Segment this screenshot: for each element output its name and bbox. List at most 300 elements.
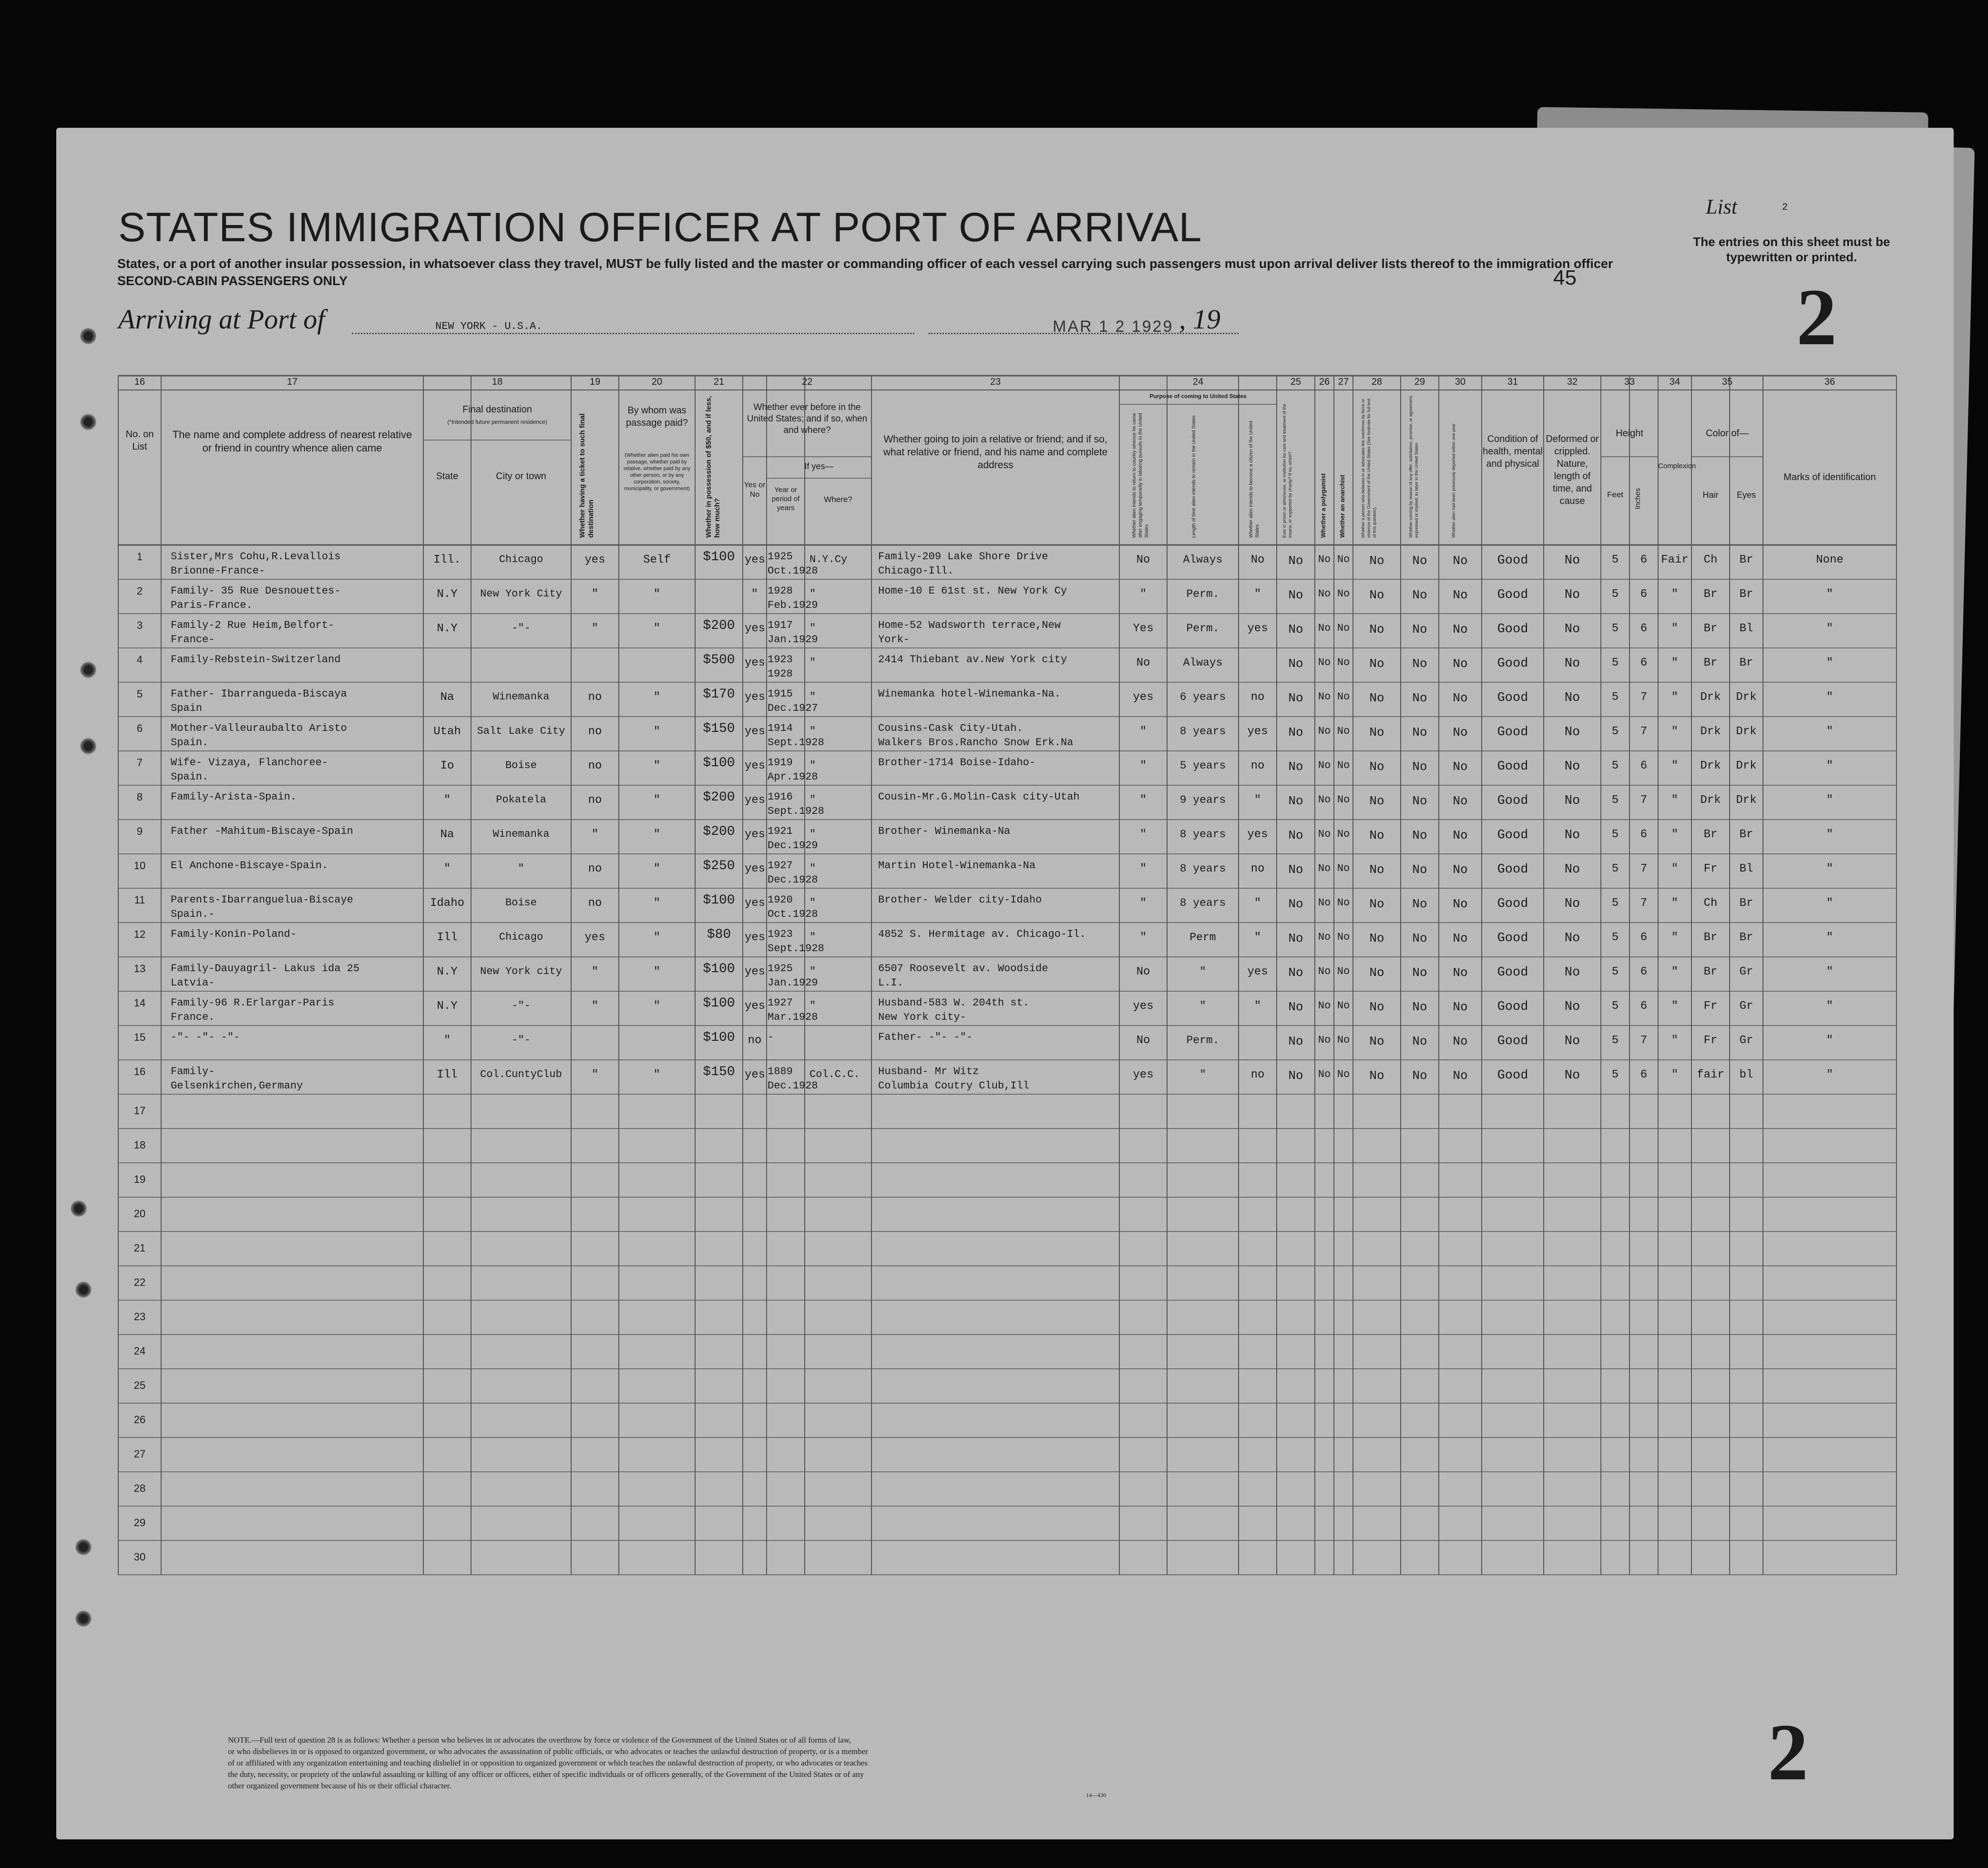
returning-value: yes [1133, 1000, 1154, 1013]
height-inches-value: 6 [1640, 588, 1648, 601]
question-c25-value: No [1288, 965, 1303, 980]
question-c30-value: No [1453, 931, 1468, 945]
column-number: 23 [990, 377, 1001, 387]
relative-address: Brionne-France- [171, 565, 266, 577]
destination-city: Chicago [499, 931, 543, 943]
height-feet-value: 5 [1611, 554, 1619, 566]
years-value: 1927 [768, 860, 793, 872]
question-c28-value: No [1369, 554, 1384, 568]
height-feet-value: 5 [1611, 1068, 1619, 1081]
header-inches: Inches [1634, 488, 1642, 509]
returning-value: No [1136, 965, 1150, 978]
marks-value: " [1826, 828, 1834, 841]
complexion-value: " [1671, 691, 1679, 704]
column-number: 27 [1338, 377, 1349, 387]
arriving-label: Arriving at Port of [118, 304, 325, 335]
destination-state: N.Y [437, 622, 458, 635]
header-where: Where? [824, 495, 852, 504]
before-us-value: yes [745, 897, 766, 910]
list-label: List [1706, 195, 1738, 218]
destination-state: N.Y [437, 1000, 458, 1013]
join-relative-value: York- [878, 634, 910, 646]
money-value: $100 [703, 756, 735, 770]
before-us-value: yes [745, 1068, 766, 1081]
citizen-intent-value: " [1254, 931, 1261, 944]
header-col28: Whether a person who believes in or advocates the overthrow by force or violence of the Government of the United States (See footnote for full text of this question) [1361, 398, 1377, 538]
destination-state: Ill. [433, 554, 461, 566]
question-c29-value: No [1412, 657, 1427, 671]
question-c27-value: No [1337, 1000, 1350, 1012]
complexion-value: " [1671, 725, 1679, 738]
row-number: 10 [133, 860, 146, 872]
destination-city: New York city [480, 965, 562, 977]
marks-value: " [1826, 1068, 1834, 1081]
question-c30-value: No [1453, 1000, 1468, 1014]
marks-value: " [1826, 622, 1834, 635]
question-c27-value: No [1337, 931, 1350, 943]
row-number: 17 [133, 1105, 146, 1117]
join-relative-value: Brother-1714 Boise-Idaho- [878, 757, 1036, 769]
header-col30: Whether alien had been previously deported within one year [1451, 423, 1456, 538]
years-value: 1916 [768, 791, 793, 803]
join-relative-value: Cousin-Mr.G.Molin-Cask city-Utah [878, 791, 1080, 803]
years-value: 1917 [768, 619, 793, 631]
question-c28-value: No [1369, 1068, 1384, 1083]
port-value: NEW YORK - U.S.A. [435, 320, 543, 332]
question-c26-value: No [1318, 691, 1331, 703]
returning-value: " [1139, 828, 1147, 841]
header-state: State [436, 471, 459, 482]
where-value: " [810, 622, 816, 634]
health-value: Good [1497, 760, 1528, 774]
header-city: City or town [496, 471, 546, 482]
health-value: Good [1497, 828, 1528, 842]
relative-address: Latvia- [171, 977, 215, 989]
row-number: 8 [136, 791, 143, 803]
before-us-value: yes [745, 1000, 766, 1013]
health-value: Good [1497, 554, 1528, 568]
question-c29-value: No [1412, 1034, 1427, 1048]
header-health: Condition of health, mental and physical [1483, 434, 1543, 469]
deformed-value: No [1564, 897, 1580, 911]
citizen-intent-value: " [1254, 794, 1261, 807]
question-c28-value: No [1369, 794, 1384, 808]
second-cabin-label: SECOND-CABIN PASSENGERS ONLY [117, 274, 348, 288]
complexion-value: " [1671, 1000, 1679, 1013]
question-c28-value: No [1369, 1034, 1384, 1048]
before-us-value: yes [745, 554, 766, 566]
question-c27-value: No [1337, 554, 1350, 565]
header-passage-paid: By whom was passage paid? [625, 405, 688, 428]
years-value: Sept.1928 [768, 805, 824, 817]
column-number: 31 [1507, 377, 1518, 387]
returning-value: " [1139, 725, 1147, 738]
join-relative-value: Chicago-Ill. [878, 565, 954, 577]
binder-hole [71, 1201, 87, 1217]
years-value: 1923 [768, 928, 793, 940]
height-inches-value: 6 [1640, 554, 1648, 566]
deformed-value: No [1564, 725, 1580, 739]
health-value: Good [1497, 691, 1528, 705]
hair-value: Drk [1700, 725, 1721, 738]
question-c30-value: No [1453, 554, 1468, 568]
relative-address: Gelsenkirchen,Germany [171, 1080, 303, 1092]
complexion-value: " [1671, 897, 1679, 910]
marks-value: " [1826, 931, 1834, 944]
passage-paid-value: " [653, 1000, 661, 1013]
where-value: " [810, 862, 816, 874]
years-value: Dec.1927 [768, 702, 818, 714]
question-c27-value: No [1337, 1068, 1350, 1080]
row-number: 27 [133, 1448, 146, 1460]
manifest-sheet [56, 128, 1954, 1839]
question-c26-value: No [1318, 1000, 1331, 1012]
question-c30-value: No [1453, 657, 1468, 671]
relative-address: Spain.- [171, 908, 215, 920]
deformed-value: No [1564, 965, 1580, 980]
column-number: 34 [1669, 377, 1681, 387]
marks-value: " [1826, 760, 1834, 772]
header-final-destination-note: (*Intended future permanent residence) [447, 419, 547, 425]
years-value: 1889 [768, 1066, 793, 1078]
column-number: 21 [713, 377, 725, 387]
destination-state: " [443, 862, 451, 875]
before-us-value: yes [745, 794, 766, 807]
question-c25-value: No [1288, 897, 1303, 911]
complexion-value: " [1671, 862, 1679, 875]
header-yes-or-no: Yes or No [744, 481, 766, 499]
length-of-stay-value: Perm. [1186, 622, 1219, 635]
join-relative-value: Walkers Bros.Rancho Snow Erk.Na [878, 737, 1074, 749]
length-of-stay-value: 8 years [1179, 828, 1226, 841]
eyes-value: Br [1739, 588, 1753, 601]
hair-value: Drk [1700, 691, 1721, 704]
passage-paid-value: " [653, 622, 661, 635]
height-inches-value: 7 [1640, 691, 1648, 704]
question-c26-value: No [1318, 760, 1331, 771]
relative-address: Mother-Valleuraubalto Aristo [171, 722, 347, 734]
citizen-intent-value: no [1250, 760, 1265, 772]
where-value: " [810, 760, 816, 771]
header-col27: Whether an anarchist [1339, 474, 1346, 538]
destination-city: -"- [512, 622, 531, 634]
question-c27-value: No [1337, 622, 1350, 634]
where-value: Col.C.C. [810, 1068, 860, 1080]
row-number: 30 [133, 1551, 146, 1563]
question-c27-value: No [1337, 965, 1350, 977]
height-inches-value: 6 [1640, 965, 1648, 978]
height-inches-value: 6 [1640, 1068, 1648, 1081]
years-value: Dec.1928 [768, 874, 818, 886]
question-c28-value: No [1369, 622, 1384, 636]
relative-address: Father- Ibarrangueda-Biscaya [171, 688, 347, 700]
before-us-value: no [748, 1034, 762, 1047]
eyes-value: Gr [1739, 1034, 1753, 1047]
destination-state: Utah [433, 725, 461, 738]
citizen-intent-value: yes [1247, 622, 1268, 635]
hair-value: Ch [1703, 897, 1718, 910]
question-c26-value: No [1318, 897, 1331, 909]
header-complexion: Complexion [1658, 462, 1696, 470]
money-value: $100 [703, 550, 735, 565]
question-c25-value: No [1288, 725, 1303, 739]
column-number: 19 [589, 377, 601, 387]
destination-state: Ill [437, 931, 458, 944]
header-deformed: Deformed or crippled. Nature, length of time, and cause [1546, 434, 1599, 506]
binder-hole [80, 662, 96, 678]
returning-value: Yes [1133, 622, 1154, 635]
where-value: " [810, 931, 816, 943]
deformed-value: No [1564, 622, 1580, 636]
header-if-yes: If yes— [804, 462, 834, 471]
header-hair: Hair [1702, 490, 1719, 500]
question-c30-value: No [1453, 588, 1468, 602]
row-number: 14 [133, 997, 146, 1009]
destination-state: N.Y [437, 588, 458, 601]
row-number: 3 [136, 619, 143, 631]
question-c29-value: No [1412, 622, 1427, 636]
question-c30-value: No [1453, 760, 1468, 774]
returning-value: No [1136, 657, 1150, 669]
health-value: Good [1497, 725, 1528, 739]
question-c26-value: No [1318, 1068, 1331, 1080]
years-value: Dec.1929 [768, 840, 818, 852]
question-c30-value: No [1453, 897, 1468, 911]
question-c29-value: No [1412, 554, 1427, 568]
column-number: 28 [1371, 377, 1383, 387]
column-number: 17 [287, 377, 298, 387]
complexion-value: " [1671, 794, 1679, 807]
hair-value: Fr [1703, 1000, 1718, 1013]
deformed-value: No [1564, 931, 1580, 945]
complexion-value: " [1671, 931, 1679, 944]
row-number: 28 [133, 1482, 146, 1494]
column-number: 26 [1319, 377, 1330, 387]
eyes-value: Drk [1736, 760, 1757, 772]
question-c25-value: No [1288, 622, 1303, 636]
header-join-relative: Whether going to join a relative or friend; and if so, what relative or friend, and his name and complete address [883, 434, 1108, 471]
question-c30-value: No [1453, 725, 1468, 739]
height-inches-value: 7 [1640, 862, 1648, 875]
citizen-intent-value: no [1250, 691, 1265, 704]
years-value: 1920 [768, 894, 793, 906]
where-value: " [810, 828, 816, 840]
years-value: 1927 [768, 997, 793, 1009]
relative-address: -"- -"- -"- [171, 1031, 240, 1043]
ticket-value: " [591, 622, 599, 635]
health-value: Good [1497, 794, 1528, 808]
question-c30-value: No [1453, 794, 1468, 808]
row-number: 29 [133, 1517, 146, 1529]
citizen-intent-value: " [1254, 588, 1261, 601]
header-instructions: States, or a port of another insular possession, in whatsoever class they travel, MUST be fully listed and the master or commanding officer of each vessel carrying such passengers must upon arrival deliver lists thereof to the immigration officer [117, 257, 1613, 271]
question-c26-value: No [1318, 622, 1331, 634]
passage-paid-value: " [653, 725, 661, 738]
before-us-value: yes [745, 760, 766, 772]
ticket-value: no [588, 760, 602, 772]
returning-value: No [1136, 1034, 1150, 1047]
question-c28-value: No [1369, 657, 1384, 671]
height-feet-value: 5 [1611, 931, 1619, 944]
money-value: $200 [703, 618, 735, 633]
column-number: 16 [134, 377, 145, 387]
eyes-value: Br [1739, 828, 1753, 841]
relative-address: France- [171, 634, 215, 646]
health-value: Good [1497, 622, 1528, 636]
destination-city: New York City [480, 588, 562, 600]
column-number: 22 [801, 377, 813, 387]
health-value: Good [1497, 1068, 1528, 1083]
question-c27-value: No [1337, 862, 1350, 874]
health-value: Good [1497, 1034, 1528, 1048]
header-marks: Marks of identification [1783, 472, 1876, 482]
question-c29-value: No [1412, 794, 1427, 808]
row-number: 16 [133, 1066, 146, 1078]
footnote-line: the duty, necessity, or propriety of the unlawful assaulting or killing of any officer or officers, either of specific individuals or of officers generally, of the Government of the United States or of any [228, 1770, 864, 1779]
returning-value: " [1139, 794, 1147, 807]
row-number: 19 [133, 1173, 146, 1185]
question-c30-value: No [1453, 1068, 1468, 1083]
marks-value: " [1826, 794, 1834, 807]
deformed-value: No [1564, 1034, 1580, 1048]
destination-city: Col.CuntyClub [480, 1068, 562, 1080]
join-relative-value: Home-52 Wadsworth terrace,New [878, 619, 1061, 631]
before-us-value: yes [745, 657, 766, 669]
hair-value: Drk [1700, 794, 1721, 807]
row-number: 6 [136, 722, 143, 734]
question-c28-value: No [1369, 828, 1384, 842]
relative-address: Family-96 R.Erlargar-Paris [171, 997, 335, 1009]
marks-value: " [1826, 1000, 1834, 1013]
before-us-value: yes [745, 691, 766, 704]
height-inches-value: 6 [1640, 760, 1648, 772]
years-value: 1928 [768, 585, 793, 597]
before-us-value: yes [745, 862, 766, 875]
money-value: $100 [703, 996, 735, 1011]
passage-paid-value: " [653, 691, 661, 704]
header-ticket: Whether having a ticket to such final destination [578, 413, 595, 538]
question-c28-value: No [1369, 897, 1384, 911]
eyes-value: Bl [1739, 862, 1753, 875]
years-value: - [768, 1031, 774, 1043]
length-of-stay-value: " [1199, 1000, 1206, 1012]
question-c25-value: No [1288, 931, 1303, 945]
deformed-value: No [1564, 1068, 1580, 1083]
marks-value: " [1826, 657, 1834, 669]
join-relative-value: 6507 Roosevelt av. Woodside [878, 963, 1048, 975]
column-number: 18 [492, 377, 503, 387]
page-number-large: 2 [1796, 272, 1837, 362]
length-of-stay-value: 5 years [1179, 760, 1226, 772]
question-c26-value: No [1318, 1034, 1331, 1046]
height-inches-value: 6 [1640, 622, 1648, 635]
column-number: 35 [1722, 377, 1733, 387]
typewritten-instruction: The entries on this sheet must be typewritten or printed. [1693, 235, 1890, 264]
header-col25: Ever in prison or almshouse, or institution for care and treatment of the insane, or supported by charity? If so, which? [1282, 403, 1292, 538]
health-value: Good [1497, 965, 1528, 980]
question-c28-value: No [1369, 862, 1384, 877]
question-c27-value: No [1337, 760, 1350, 771]
hair-value: fair [1697, 1068, 1724, 1081]
length-of-stay-value: Perm. [1186, 1034, 1219, 1047]
header-before-us: Whether ever before in the United States; and if so, when and where? [747, 402, 868, 435]
question-c26-value: No [1318, 931, 1331, 943]
question-c28-value: No [1369, 965, 1384, 980]
row-number: 5 [136, 688, 143, 700]
years-value: Jan.1929 [768, 634, 818, 646]
question-c25-value: No [1288, 691, 1303, 705]
height-feet-value: 5 [1611, 1034, 1619, 1047]
years-value: Oct.1928 [768, 908, 818, 920]
join-relative-value: Home-10 E 61st st. New York Cy [878, 585, 1067, 597]
money-value: $250 [703, 859, 735, 873]
column-number: 36 [1824, 377, 1835, 387]
years-value: Apr.1928 [768, 771, 818, 783]
returning-value: " [1139, 897, 1147, 910]
years-value: Dec.1928 [768, 1080, 818, 1092]
header-eyes: Eyes [1736, 490, 1756, 500]
deformed-value: No [1564, 862, 1580, 877]
relative-address: Family-2 Rue Heim,Belfort- [171, 619, 335, 631]
row-number: 26 [133, 1414, 146, 1426]
height-feet-value: 5 [1611, 862, 1619, 875]
returning-value: " [1139, 760, 1147, 772]
height-feet-value: 5 [1611, 657, 1619, 669]
money-value: $100 [703, 893, 735, 908]
money-value: $200 [703, 790, 735, 805]
ticket-value: no [588, 897, 602, 910]
question-c27-value: No [1337, 691, 1350, 703]
row-number: 7 [136, 757, 143, 769]
years-value: 1919 [768, 757, 793, 769]
deformed-value: No [1564, 760, 1580, 774]
hair-value: Br [1703, 622, 1718, 635]
hair-value: Drk [1700, 760, 1721, 772]
money-value: $150 [703, 1065, 735, 1079]
years-value: Oct.1928 [768, 565, 818, 577]
height-feet-value: 5 [1611, 828, 1619, 841]
destination-state: Na [440, 691, 454, 704]
destination-city: Chicago [499, 554, 543, 565]
height-inches-value: 6 [1640, 931, 1648, 944]
ticket-value: no [588, 862, 602, 875]
length-of-stay-value: 8 years [1179, 897, 1226, 909]
where-value: N.Y.Cy [810, 554, 848, 565]
before-us-value: yes [745, 725, 766, 738]
returning-value: yes [1133, 1068, 1154, 1081]
passage-paid-value: " [653, 828, 661, 841]
question-c28-value: No [1369, 1000, 1384, 1014]
question-c29-value: No [1412, 931, 1427, 945]
relative-address: Family-Rebstein-Switzerland [171, 654, 341, 666]
citizen-intent-value: " [1254, 897, 1261, 910]
header-no-on-list: No. on List [125, 429, 154, 452]
deformed-value: No [1564, 1000, 1580, 1014]
column-number: 30 [1455, 377, 1466, 387]
question-c29-value: No [1412, 965, 1427, 980]
eyes-value: Drk [1736, 691, 1757, 704]
footnote [228, 1735, 868, 1792]
row-number: 1 [136, 551, 143, 563]
column-number: 32 [1567, 377, 1578, 387]
money-value: $200 [703, 824, 735, 839]
question-c26-value: No [1318, 828, 1331, 840]
hair-value: Br [1703, 965, 1718, 978]
passage-paid-value: " [653, 1068, 661, 1081]
ticket-value: " [591, 828, 599, 841]
height-inches-value: 6 [1640, 828, 1648, 841]
height-inches-value: 7 [1640, 794, 1648, 807]
